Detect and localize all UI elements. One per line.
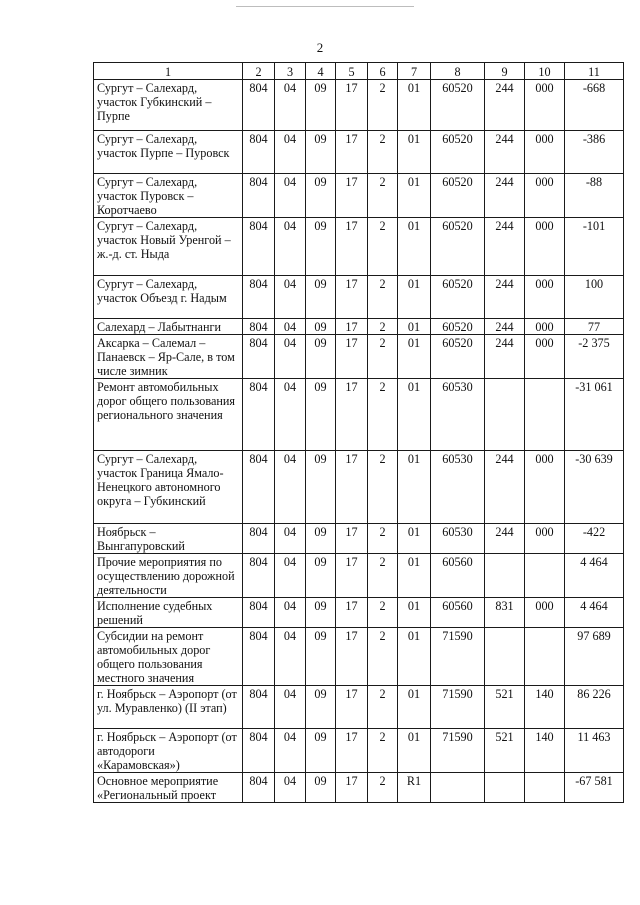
row-code-cell: [525, 554, 565, 598]
table-row: [94, 598, 624, 628]
row-code-cell: 01: [398, 628, 431, 686]
row-code-cell: 17: [336, 554, 368, 598]
row-code-cell: 09: [306, 174, 336, 218]
row-code-cell: 01: [398, 319, 431, 335]
row-code-cell: 01: [398, 335, 431, 379]
row-code-cell: 09: [306, 773, 336, 803]
row-code-cell: 17: [336, 131, 368, 174]
row-code-cell: 17: [336, 218, 368, 276]
row-code-cell: 01: [398, 451, 431, 524]
row-code-cell: 2: [368, 319, 398, 335]
row-code-cell: 04: [275, 276, 306, 319]
row-code-cell: 140: [525, 729, 565, 773]
row-code-cell: 01: [398, 524, 431, 554]
table-row: [94, 319, 624, 335]
table-row: [94, 729, 624, 773]
row-code-cell: 804: [243, 80, 275, 131]
row-code-cell: 60530: [431, 379, 485, 451]
row-code-cell: 244: [485, 218, 525, 276]
row-code-cell: 4 464: [565, 598, 624, 628]
row-name-cell: Сургут – Салехард, участок Пуровск – Коротчаево: [94, 174, 243, 218]
row-code-cell: 000: [525, 524, 565, 554]
row-code-cell: 09: [306, 686, 336, 729]
row-code-cell: 09: [306, 131, 336, 174]
row-code-cell: 17: [336, 174, 368, 218]
row-code-cell: -101: [565, 218, 624, 276]
row-name-cell: Прочие мероприятия по осуществлению дорожной деятельности: [94, 554, 243, 598]
table-row: [94, 773, 624, 803]
row-code-cell: 000: [525, 335, 565, 379]
row-code-cell: 244: [485, 319, 525, 335]
row-code-cell: 2: [368, 174, 398, 218]
row-code-cell: 804: [243, 379, 275, 451]
row-code-cell: 17: [336, 686, 368, 729]
row-code-cell: 2: [368, 686, 398, 729]
row-name-cell: Исполнение судебных решений: [94, 598, 243, 628]
row-code-cell: 09: [306, 80, 336, 131]
row-code-cell: 17: [336, 276, 368, 319]
column-header: 3: [275, 63, 306, 80]
row-code-cell: 804: [243, 131, 275, 174]
table-row: [94, 379, 624, 451]
row-code-cell: 04: [275, 524, 306, 554]
row-code-cell: 2: [368, 729, 398, 773]
row-code-cell: 86 226: [565, 686, 624, 729]
row-code-cell: [485, 379, 525, 451]
table-row: [94, 335, 624, 379]
row-code-cell: 2: [368, 276, 398, 319]
row-name-cell: Субсидии на ремонт автомобильных дорог общего пользования местного значения: [94, 628, 243, 686]
table-row: [94, 524, 624, 554]
column-header: 5: [336, 63, 368, 80]
column-header: 10: [525, 63, 565, 80]
row-code-cell: 000: [525, 131, 565, 174]
row-code-cell: 2: [368, 628, 398, 686]
row-code-cell: 01: [398, 131, 431, 174]
row-code-cell: 2: [368, 131, 398, 174]
row-code-cell: 244: [485, 335, 525, 379]
row-code-cell: 97 689: [565, 628, 624, 686]
row-name-cell: Салехард – Лабытнанги: [94, 319, 243, 335]
row-code-cell: 804: [243, 174, 275, 218]
table-row: [94, 451, 624, 524]
row-code-cell: 4 464: [565, 554, 624, 598]
row-code-cell: 244: [485, 174, 525, 218]
row-code-cell: [525, 773, 565, 803]
table-row: [94, 218, 624, 276]
row-code-cell: 60520: [431, 335, 485, 379]
table-row: [94, 131, 624, 174]
row-code-cell: 000: [525, 80, 565, 131]
row-code-cell: 09: [306, 554, 336, 598]
row-code-cell: 804: [243, 598, 275, 628]
column-header: 9: [485, 63, 525, 80]
row-code-cell: 04: [275, 729, 306, 773]
row-code-cell: [431, 773, 485, 803]
row-code-cell: 804: [243, 276, 275, 319]
row-code-cell: 09: [306, 335, 336, 379]
row-code-cell: 804: [243, 686, 275, 729]
row-code-cell: 09: [306, 524, 336, 554]
row-code-cell: 804: [243, 628, 275, 686]
row-code-cell: 04: [275, 628, 306, 686]
row-code-cell: 17: [336, 628, 368, 686]
row-code-cell: 60530: [431, 524, 485, 554]
row-code-cell: [525, 379, 565, 451]
row-code-cell: 2: [368, 554, 398, 598]
row-name-cell: г. Ноябрьск – Аэропорт (от ул. Муравленко) (II этап): [94, 686, 243, 729]
row-code-cell: 60530: [431, 451, 485, 524]
row-code-cell: 01: [398, 80, 431, 131]
row-code-cell: 04: [275, 218, 306, 276]
row-code-cell: 04: [275, 554, 306, 598]
row-code-cell: 000: [525, 598, 565, 628]
row-code-cell: 804: [243, 319, 275, 335]
row-code-cell: 01: [398, 218, 431, 276]
row-code-cell: 2: [368, 80, 398, 131]
row-code-cell: 04: [275, 379, 306, 451]
row-code-cell: -2 375: [565, 335, 624, 379]
row-code-cell: -67 581: [565, 773, 624, 803]
row-code-cell: 01: [398, 554, 431, 598]
row-name-cell: Сургут – Салехард, участок Новый Уренгой – ж.-д. ст. Ныда: [94, 218, 243, 276]
row-code-cell: 2: [368, 335, 398, 379]
table-body: [94, 80, 624, 803]
row-code-cell: 2: [368, 451, 398, 524]
table-header-row: [94, 63, 624, 80]
row-name-cell: Ремонт автомобильных дорог общего пользования регионального значения: [94, 379, 243, 451]
row-code-cell: 804: [243, 451, 275, 524]
row-code-cell: -386: [565, 131, 624, 174]
row-code-cell: 000: [525, 319, 565, 335]
table-row: [94, 174, 624, 218]
row-code-cell: 09: [306, 628, 336, 686]
row-code-cell: 804: [243, 335, 275, 379]
row-code-cell: 60520: [431, 218, 485, 276]
row-code-cell: 60560: [431, 554, 485, 598]
row-name-cell: Сургут – Салехард, участок Объезд г. Надым: [94, 276, 243, 319]
row-code-cell: 831: [485, 598, 525, 628]
table-row: [94, 554, 624, 598]
row-code-cell: [525, 628, 565, 686]
column-header: 4: [306, 63, 336, 80]
row-code-cell: 100: [565, 276, 624, 319]
table-row: [94, 628, 624, 686]
row-code-cell: 60520: [431, 319, 485, 335]
row-code-cell: 17: [336, 319, 368, 335]
table-row: [94, 276, 624, 319]
row-code-cell: 60520: [431, 174, 485, 218]
row-code-cell: 01: [398, 174, 431, 218]
row-code-cell: 804: [243, 554, 275, 598]
row-code-cell: [485, 773, 525, 803]
row-code-cell: -30 639: [565, 451, 624, 524]
row-code-cell: 804: [243, 524, 275, 554]
table-row: [94, 686, 624, 729]
row-code-cell: 17: [336, 773, 368, 803]
row-code-cell: 60520: [431, 131, 485, 174]
row-code-cell: 17: [336, 335, 368, 379]
row-code-cell: 60520: [431, 276, 485, 319]
column-header: 7: [398, 63, 431, 80]
row-code-cell: 804: [243, 218, 275, 276]
column-header: 6: [368, 63, 398, 80]
row-code-cell: 000: [525, 174, 565, 218]
row-code-cell: 04: [275, 174, 306, 218]
table-row: [94, 80, 624, 131]
row-code-cell: -31 061: [565, 379, 624, 451]
row-code-cell: 17: [336, 451, 368, 524]
page-number: 2: [316, 40, 324, 55]
budget-table: [93, 62, 624, 803]
row-code-cell: 04: [275, 598, 306, 628]
row-code-cell: 04: [275, 131, 306, 174]
row-code-cell: 17: [336, 729, 368, 773]
row-code-cell: 04: [275, 773, 306, 803]
row-name-cell: Основное мероприятие «Региональный проект: [94, 773, 243, 803]
column-header: 8: [431, 63, 485, 80]
row-code-cell: 04: [275, 80, 306, 131]
row-name-cell: Аксарка – Салемал – Панаевск – Яр-Сале, в том числе зимник: [94, 335, 243, 379]
row-code-cell: -88: [565, 174, 624, 218]
row-code-cell: 17: [336, 524, 368, 554]
row-name-cell: Сургут – Салехард, участок Пурпе – Пуровск: [94, 131, 243, 174]
row-code-cell: 04: [275, 335, 306, 379]
row-code-cell: 17: [336, 379, 368, 451]
row-code-cell: 2: [368, 598, 398, 628]
row-code-cell: 244: [485, 524, 525, 554]
row-code-cell: 244: [485, 131, 525, 174]
row-code-cell: 17: [336, 598, 368, 628]
row-name-cell: Сургут – Салехард, участок Губкинский – Пурпе: [94, 80, 243, 131]
row-name-cell: Ноябрьск – Вынгапуровский: [94, 524, 243, 554]
row-code-cell: 77: [565, 319, 624, 335]
row-code-cell: 60560: [431, 598, 485, 628]
row-code-cell: -422: [565, 524, 624, 554]
column-header: 1: [94, 63, 243, 80]
row-code-cell: 244: [485, 276, 525, 319]
column-header: 2: [243, 63, 275, 80]
row-code-cell: 09: [306, 729, 336, 773]
row-code-cell: 140: [525, 686, 565, 729]
row-code-cell: 60520: [431, 80, 485, 131]
row-code-cell: 01: [398, 729, 431, 773]
row-code-cell: 804: [243, 773, 275, 803]
column-header: 11: [565, 63, 624, 80]
row-code-cell: 09: [306, 319, 336, 335]
row-code-cell: 521: [485, 729, 525, 773]
row-code-cell: 000: [525, 218, 565, 276]
row-code-cell: R1: [398, 773, 431, 803]
row-code-cell: 09: [306, 218, 336, 276]
row-code-cell: 11 463: [565, 729, 624, 773]
row-code-cell: 71590: [431, 686, 485, 729]
row-code-cell: 244: [485, 451, 525, 524]
row-code-cell: 521: [485, 686, 525, 729]
row-code-cell: 2: [368, 524, 398, 554]
row-code-cell: 01: [398, 276, 431, 319]
row-code-cell: 2: [368, 773, 398, 803]
row-code-cell: 01: [398, 686, 431, 729]
row-name-cell: г. Ноябрьск – Аэропорт (от автодороги «Карамовская»): [94, 729, 243, 773]
row-code-cell: 2: [368, 218, 398, 276]
row-code-cell: 2: [368, 379, 398, 451]
row-code-cell: 09: [306, 598, 336, 628]
row-code-cell: 71590: [431, 628, 485, 686]
row-code-cell: 244: [485, 80, 525, 131]
row-code-cell: 000: [525, 451, 565, 524]
row-code-cell: 09: [306, 276, 336, 319]
row-code-cell: 04: [275, 686, 306, 729]
top-rule: [236, 6, 414, 7]
row-code-cell: 09: [306, 379, 336, 451]
row-code-cell: 01: [398, 379, 431, 451]
row-name-cell: Сургут – Салехард, участок Граница Ямало-Ненецкого автономного округа – Губкинский: [94, 451, 243, 524]
row-code-cell: 17: [336, 80, 368, 131]
row-code-cell: 71590: [431, 729, 485, 773]
row-code-cell: 09: [306, 451, 336, 524]
row-code-cell: 000: [525, 276, 565, 319]
row-code-cell: 01: [398, 598, 431, 628]
row-code-cell: 04: [275, 451, 306, 524]
row-code-cell: -668: [565, 80, 624, 131]
row-code-cell: [485, 628, 525, 686]
row-code-cell: 804: [243, 729, 275, 773]
row-code-cell: [485, 554, 525, 598]
row-code-cell: 04: [275, 319, 306, 335]
